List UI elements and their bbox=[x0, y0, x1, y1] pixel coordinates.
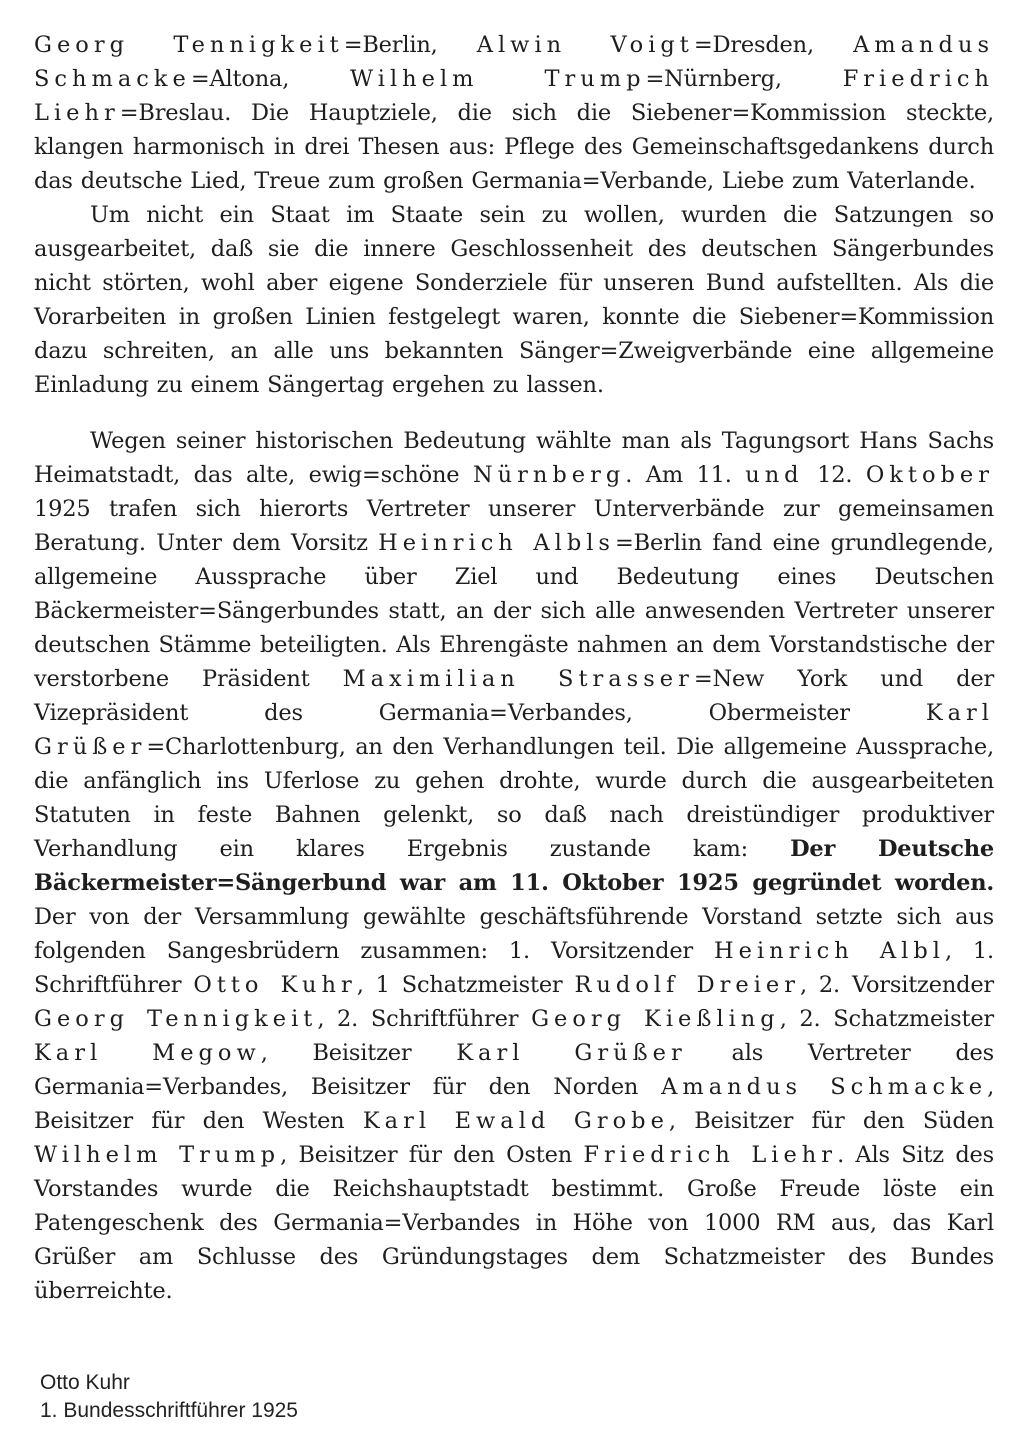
spaced-name: Heinrich Albls bbox=[378, 530, 615, 556]
text-run: =Berlin fand eine grundlegende, allgemeine Aussprache über Ziel und Bedeutung eines Deutschen Bäckermeister=Sängerbundes statt, an der sich alle anwesenden Vertreter unserer deutschen Stämme beteiligten. Als Ehrengäste nahmen an dem Vorstandstische der verstorbene Präsident bbox=[34, 530, 994, 692]
paragraph-1 bbox=[34, 28, 994, 198]
spaced-name: Karl Ewald Grobe bbox=[362, 1108, 669, 1134]
spaced-name: Karl Megow bbox=[34, 1040, 261, 1066]
text-run: als Vertreter des Germania=Verbandes, Beisitzer für den Norden bbox=[34, 1040, 995, 1100]
paragraph-3 bbox=[34, 424, 994, 1308]
text-run: , Beisitzer bbox=[260, 1040, 457, 1066]
text-run: =Berlin, bbox=[343, 32, 477, 58]
text-run: , 1. Schriftführer bbox=[34, 938, 994, 998]
signature-block bbox=[40, 1369, 298, 1425]
text-run: , 1 Schatzmeister bbox=[356, 972, 575, 998]
text-run: , Beisitzer für den Süden bbox=[668, 1108, 995, 1134]
signature-title: 1. Bundesschriftführer 1925 bbox=[40, 1399, 298, 1422]
text-run: , 2. Schatzmeister bbox=[779, 1006, 994, 1032]
document-body bbox=[34, 28, 994, 1308]
spaced-name: Heinrich Albl bbox=[714, 938, 945, 964]
text-run: 1925 trafen sich hierorts Vertreter unserer Unterverbände zur gemeinsamen Beratung. Unter dem Vorsitz bbox=[34, 496, 994, 556]
spaced-name: Georg Kießling bbox=[531, 1006, 780, 1032]
spaced-name: und bbox=[745, 462, 804, 488]
spaced-name: Otto Kuhr bbox=[193, 972, 357, 998]
text-run: Der von der Versammlung gewählte geschäftsführende Vorstand setzte sich aus folgenden Sangesbrüdern zusammen: 1. Vorsitzender bbox=[34, 904, 994, 964]
text-run: =Breslau. Die Hauptziele, die sich die Siebener=Kommission steckte, klangen harmonisch in drei Thesen aus: Pflege des Gemeinschaftsgedankens durch das deutsche Lied, Treue zum großen Germania=Verbande, Liebe zum Vaterlande. bbox=[34, 100, 994, 194]
spaced-name: Wilhelm Trump bbox=[350, 66, 646, 92]
bold-statement: Der Deutsche Bäckermeister=Sängerbund war am 11. Oktober 1925 gegründet worden. bbox=[34, 836, 994, 896]
spaced-name: Friedrich Liehr bbox=[583, 1142, 838, 1168]
spaced-name: Oktober bbox=[865, 462, 994, 488]
text-run: , Beisitzer für den Osten bbox=[280, 1142, 584, 1168]
text-run: . Am 11. bbox=[625, 462, 746, 488]
spaced-name: Nürnberg bbox=[472, 462, 626, 488]
spaced-name: Karl Grüßer bbox=[456, 1040, 687, 1066]
spaced-name: Rudolf Dreier bbox=[574, 972, 800, 998]
spaced-name: Maximilian Strasser bbox=[342, 666, 694, 692]
text-run: =New York und der Vizepräsident des Germania=Verbandes, Obermeister bbox=[34, 666, 994, 726]
text-run: 12. bbox=[803, 462, 866, 488]
text-run: , Beisitzer für den Westen bbox=[34, 1074, 995, 1134]
spaced-name: Alwin Voigt bbox=[476, 32, 694, 58]
spaced-name: Friedrich Liehr bbox=[34, 66, 995, 126]
spaced-name: Georg Tennigkeit bbox=[34, 1006, 318, 1032]
spaced-name: Georg Tennigkeit bbox=[34, 32, 344, 58]
text-run: Um nicht ein Staat im Staate sein zu wollen, wurden die Satzungen so ausgearbeitet, daß sie die innere Geschlossenheit des deutschen Sängerbundes nicht störten, wohl aber eigene Sonderziele für unseren Bund aufstellten. Als die Vorarbeiten in großen Linien festgelegt waren, konnte die Siebener=Kommission dazu schreiten, an alle uns bekannten Sänger=Zweigverbände eine allgemeine Einladung zu einem Sängertag ergehen zu lassen. bbox=[34, 202, 994, 398]
paragraph-2 bbox=[34, 198, 994, 402]
text-run: =Altona, bbox=[190, 66, 351, 92]
text-run: =Nürnberg, bbox=[645, 66, 843, 92]
spaced-name: Amandus Schmacke bbox=[34, 32, 994, 92]
spaced-name: Karl Grüßer bbox=[34, 700, 994, 760]
text-run: , 2. Schriftführer bbox=[317, 1006, 532, 1032]
spaced-name: Wilhelm Trump bbox=[34, 1142, 281, 1168]
spaced-name: Amandus Schmacke bbox=[661, 1074, 988, 1100]
text-run: , 2. Vorsitzender bbox=[799, 972, 994, 998]
text-run: . Als Sitz des Vorstandes wurde die Reichshauptstadt bestimmt. Große Freude löste ein Patengeschenk des Germania=Verbandes in Höhe von 1000 RM aus, das Karl Grüßer am Schlusse des Gründungstages dem Schatzmeister des Bundes überreichte. bbox=[34, 1142, 994, 1304]
text-run: =Charlottenburg, an den Verhandlungen teil. Die allgemeine Aussprache, die anfänglich ins Uferlose zu gehen drohte, wurde durch die ausgearbeiteten Statuten in feste Bahnen gelenkt, so daß nach dreistündiger produktiver Verhandlung ein klares Ergebnis zustande kam: bbox=[34, 734, 994, 862]
signature-name: Otto Kuhr bbox=[40, 1371, 130, 1394]
text-run: =Dresden, bbox=[693, 32, 854, 58]
text-run: Wegen seiner historischen Bedeutung wählte man als Tagungsort Hans Sachs Heimatstadt, das alte, ewig=schöne bbox=[34, 428, 994, 488]
